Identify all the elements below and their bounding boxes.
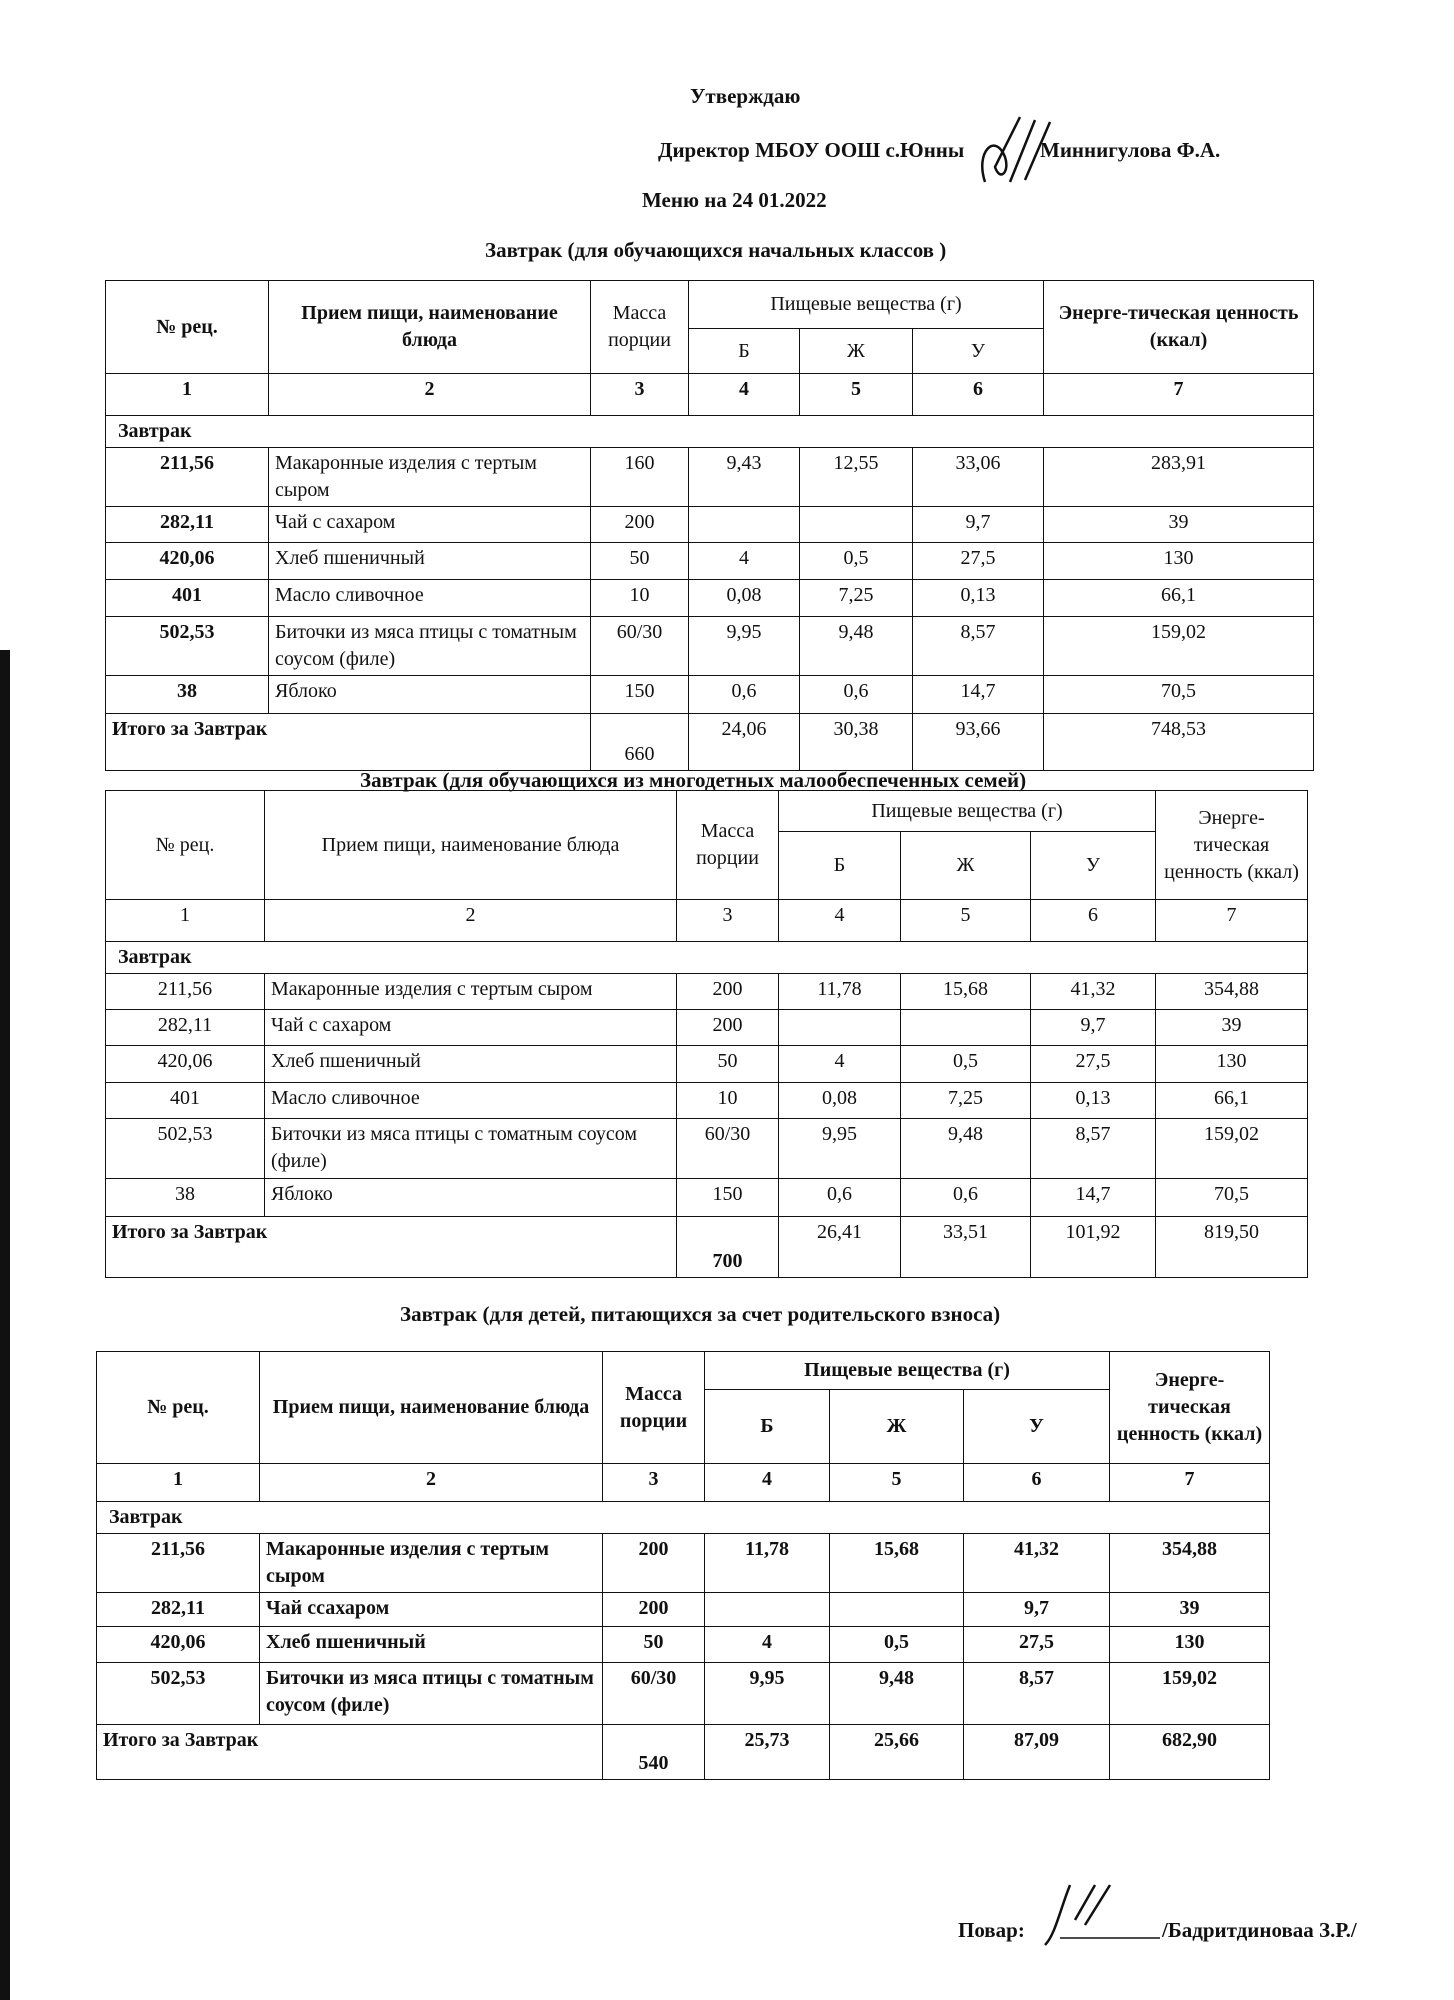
header-nutrients: Пищевые вещества (г): [689, 281, 1044, 329]
carbs: 0,13: [913, 580, 1044, 617]
column-index: 5: [800, 374, 913, 416]
total-label: Итого за Завтрак: [106, 714, 591, 771]
fat: 0,5: [830, 1627, 964, 1663]
carbs: 8,57: [913, 617, 1044, 676]
table-row: [106, 1010, 1308, 1046]
total-fat: 25,66: [830, 1725, 964, 1780]
portion-mass: 160: [591, 448, 689, 507]
rec-number: 211,56: [97, 1534, 260, 1593]
dish-name: Чай с сахаром: [269, 507, 591, 543]
header-rec-number: № рец.: [106, 281, 269, 374]
header-carbs: У: [1031, 832, 1156, 900]
table-row: [106, 448, 1314, 507]
protein: 9,95: [779, 1119, 901, 1179]
carbs: 9,7: [964, 1593, 1110, 1627]
portion-mass: 60/30: [677, 1119, 779, 1179]
portion-mass: 200: [677, 974, 779, 1010]
dish-name: Биточки из мяса птицы с томатным соусом (филе): [265, 1119, 677, 1179]
column-index: 1: [97, 1464, 260, 1502]
rec-number: 502,53: [106, 1119, 265, 1179]
protein: 4: [689, 543, 800, 580]
protein: [689, 507, 800, 543]
fat: 7,25: [800, 580, 913, 617]
carbs: 0,13: [1031, 1083, 1156, 1119]
rec-number: 420,06: [106, 543, 269, 580]
table-row: [106, 1179, 1308, 1217]
dish-name: Макаронные изделия с тертым сыром: [265, 974, 677, 1010]
table-row: [106, 1083, 1308, 1119]
cook-signature: [1040, 1880, 1160, 1950]
menu-table-2: [105, 790, 1308, 1278]
total-protein: 26,41: [779, 1217, 901, 1278]
column-index: 1: [106, 374, 269, 416]
header-dish-name: Прием пищи, наименование блюда: [269, 281, 591, 374]
total-row: [97, 1725, 1270, 1780]
carbs: 8,57: [1031, 1119, 1156, 1179]
portion-mass: 60/30: [591, 617, 689, 676]
rec-number: 38: [106, 1179, 265, 1217]
carbs: 41,32: [1031, 974, 1156, 1010]
rec-number: 502,53: [97, 1663, 260, 1725]
column-index: 3: [603, 1464, 705, 1502]
column-index: 6: [964, 1464, 1110, 1502]
fat: 9,48: [901, 1119, 1031, 1179]
portion-mass: 10: [591, 580, 689, 617]
energy: 66,1: [1156, 1083, 1308, 1119]
dish-name: Масло сливочное: [265, 1083, 677, 1119]
fat: 15,68: [830, 1534, 964, 1593]
dish-name: Хлеб пшеничный: [269, 543, 591, 580]
portion-mass: 50: [677, 1046, 779, 1083]
protein: 0,08: [779, 1083, 901, 1119]
dish-name: Биточки из мяса птицы с томатным соусом (филе): [269, 617, 591, 676]
rec-number: 282,11: [106, 507, 269, 543]
carbs: 8,57: [964, 1663, 1110, 1725]
table-row: [97, 1534, 1270, 1593]
column-index: 5: [830, 1464, 964, 1502]
energy: 70,5: [1044, 676, 1314, 714]
energy: 130: [1110, 1627, 1270, 1663]
header-protein: Б: [689, 329, 800, 374]
header-protein: Б: [705, 1390, 830, 1464]
dish-name: Чай ссахаром: [260, 1593, 603, 1627]
dish-name: Яблоко: [269, 676, 591, 714]
header-dish-name: Прием пищи, наименование блюда: [260, 1352, 603, 1464]
protein: 9,43: [689, 448, 800, 507]
total-fat: 30,38: [800, 714, 913, 771]
rec-number: 211,56: [106, 448, 269, 507]
column-index: 2: [269, 374, 591, 416]
header-nutrients: Пищевые вещества (г): [779, 791, 1156, 832]
total-energy: 819,50: [1156, 1217, 1308, 1278]
header-carbs: У: [964, 1390, 1110, 1464]
header-energy: Энерге-тическая ценность (ккал): [1110, 1352, 1270, 1464]
cook-name: /Бадритдиноваа З.Р./: [1162, 1918, 1357, 1942]
column-index: 6: [1031, 900, 1156, 942]
rec-number: 420,06: [106, 1046, 265, 1083]
dish-name: Чай с сахаром: [265, 1010, 677, 1046]
energy: 39: [1044, 507, 1314, 543]
column-index: 7: [1110, 1464, 1270, 1502]
protein: [779, 1010, 901, 1046]
protein: 11,78: [779, 974, 901, 1010]
header-energy: Энерге-тическая ценность (ккал): [1044, 281, 1314, 374]
carbs: 27,5: [964, 1627, 1110, 1663]
portion-mass: 150: [677, 1179, 779, 1217]
table-row: [97, 1593, 1270, 1627]
fat: [800, 507, 913, 543]
header-carbs: У: [913, 329, 1044, 374]
fat: 0,6: [800, 676, 913, 714]
table-row: [106, 1119, 1308, 1179]
carbs: 14,7: [1031, 1179, 1156, 1217]
total-energy: 682,90: [1110, 1725, 1270, 1780]
fat: 9,48: [830, 1663, 964, 1725]
dish-name: Макаронные изделия с тертым сыром: [269, 448, 591, 507]
fat: 0,5: [901, 1046, 1031, 1083]
rec-number: 38: [106, 676, 269, 714]
table-2-title: Завтрак (для обучающихся из многодетных малообеспеченных семей): [360, 768, 1027, 792]
total-mass: 540: [603, 1725, 705, 1780]
total-carbs: 93,66: [913, 714, 1044, 771]
portion-mass: 10: [677, 1083, 779, 1119]
carbs: 9,7: [913, 507, 1044, 543]
carbs: 41,32: [964, 1534, 1110, 1593]
total-row: [106, 1217, 1308, 1278]
dish-name: Хлеб пшеничный: [260, 1627, 603, 1663]
column-index: 4: [689, 374, 800, 416]
column-index: 1: [106, 900, 265, 942]
header-portion-mass: Масса порции: [603, 1352, 705, 1464]
column-index: 5: [901, 900, 1031, 942]
protein: 4: [779, 1046, 901, 1083]
fat: 15,68: [901, 974, 1031, 1010]
cook-label: Повар:: [958, 1918, 1025, 1942]
total-protein: 24,06: [689, 714, 800, 771]
energy: 159,02: [1156, 1119, 1308, 1179]
header-portion-mass: Масса порции: [591, 281, 689, 374]
column-index: 7: [1044, 374, 1314, 416]
dish-name: Макаронные изделия с тертым сыром: [260, 1534, 603, 1593]
rec-number: 211,56: [106, 974, 265, 1010]
carbs: 9,7: [1031, 1010, 1156, 1046]
portion-mass: 200: [677, 1010, 779, 1046]
column-index: 3: [677, 900, 779, 942]
column-index: 4: [705, 1464, 830, 1502]
column-index: 7: [1156, 900, 1308, 942]
table-row: [106, 580, 1314, 617]
protein: 0,08: [689, 580, 800, 617]
fat: 7,25: [901, 1083, 1031, 1119]
portion-mass: 200: [603, 1593, 705, 1627]
protein: 0,6: [689, 676, 800, 714]
column-index: 2: [265, 900, 677, 942]
energy: 130: [1044, 543, 1314, 580]
protein: 9,95: [705, 1663, 830, 1725]
section-label: Завтрак: [106, 942, 1308, 974]
section-label: Завтрак: [106, 416, 1314, 448]
energy: 354,88: [1110, 1534, 1270, 1593]
menu-table-1: [105, 280, 1314, 771]
fat: 0,5: [800, 543, 913, 580]
column-index: 4: [779, 900, 901, 942]
fat: 12,55: [800, 448, 913, 507]
table-row: [106, 1046, 1308, 1083]
header-protein: Б: [779, 832, 901, 900]
portion-mass: 150: [591, 676, 689, 714]
header-energy: Энерге-тическая ценность (ккал): [1156, 791, 1308, 900]
energy: 159,02: [1044, 617, 1314, 676]
section-label: Завтрак: [97, 1502, 1270, 1534]
rec-number: 282,11: [106, 1010, 265, 1046]
fat: 0,6: [901, 1179, 1031, 1217]
energy: 39: [1110, 1593, 1270, 1627]
column-index: 6: [913, 374, 1044, 416]
table-row: [106, 974, 1308, 1010]
energy: 66,1: [1044, 580, 1314, 617]
fat: [830, 1593, 964, 1627]
dish-name: Масло сливочное: [269, 580, 591, 617]
total-carbs: 87,09: [964, 1725, 1110, 1780]
total-fat: 33,51: [901, 1217, 1031, 1278]
total-row: [106, 714, 1314, 771]
table-3-title: Завтрак (для детей, питающихся за счет родительского взноса): [400, 1302, 1001, 1326]
header-fat: Ж: [901, 832, 1031, 900]
table-row: [106, 543, 1314, 580]
table-row: [97, 1627, 1270, 1663]
table-row: [106, 617, 1314, 676]
total-label: Итого за Завтрак: [97, 1725, 603, 1780]
dish-name: Яблоко: [265, 1179, 677, 1217]
menu-date: Меню на 24 01.2022: [642, 188, 827, 212]
header-nutrients: Пищевые вещества (г): [705, 1352, 1110, 1390]
energy: 283,91: [1044, 448, 1314, 507]
total-mass: 700: [677, 1217, 779, 1278]
rec-number: 401: [106, 1083, 265, 1119]
rec-number: 401: [106, 580, 269, 617]
total-mass: 660: [591, 714, 689, 771]
dish-name: Хлеб пшеничный: [265, 1046, 677, 1083]
carbs: 14,7: [913, 676, 1044, 714]
approve-label: Утверждаю: [690, 84, 801, 108]
fat: 9,48: [800, 617, 913, 676]
table-row: [106, 507, 1314, 543]
rec-number: 420,06: [97, 1627, 260, 1663]
protein: [705, 1593, 830, 1627]
carbs: 27,5: [913, 543, 1044, 580]
total-protein: 25,73: [705, 1725, 830, 1780]
energy: 70,5: [1156, 1179, 1308, 1217]
header-portion-mass: Масса порции: [677, 791, 779, 900]
carbs: 33,06: [913, 448, 1044, 507]
protein: 0,6: [779, 1179, 901, 1217]
header-fat: Ж: [800, 329, 913, 374]
total-carbs: 101,92: [1031, 1217, 1156, 1278]
portion-mass: 200: [603, 1534, 705, 1593]
portion-mass: 60/30: [603, 1663, 705, 1725]
protein: 9,95: [689, 617, 800, 676]
protein: 11,78: [705, 1534, 830, 1593]
energy: 159,02: [1110, 1663, 1270, 1725]
total-energy: 748,53: [1044, 714, 1314, 771]
energy: 39: [1156, 1010, 1308, 1046]
portion-mass: 200: [591, 507, 689, 543]
column-index: 2: [260, 1464, 603, 1502]
energy: 130: [1156, 1046, 1308, 1083]
table-row: [106, 676, 1314, 714]
header-rec-number: № рец.: [106, 791, 265, 900]
portion-mass: 50: [603, 1627, 705, 1663]
total-label: Итого за Завтрак: [106, 1217, 677, 1278]
director-name: Миннигулова Ф.А.: [1040, 138, 1221, 162]
dish-name: Биточки из мяса птицы с томатным соусом (филе): [260, 1663, 603, 1725]
director-label: Директор МБОУ ООШ с.Юнны: [658, 138, 965, 162]
energy: 354,88: [1156, 974, 1308, 1010]
protein: 4: [705, 1627, 830, 1663]
menu-table-3: [96, 1351, 1270, 1780]
portion-mass: 50: [591, 543, 689, 580]
table-1-title: Завтрак (для обучающихся начальных классов ): [485, 238, 947, 262]
fat: [901, 1010, 1031, 1046]
scan-edge: [0, 650, 10, 2000]
header-fat: Ж: [830, 1390, 964, 1464]
table-row: [97, 1663, 1270, 1725]
carbs: 27,5: [1031, 1046, 1156, 1083]
rec-number: 502,53: [106, 617, 269, 676]
header-rec-number: № рец.: [97, 1352, 260, 1464]
header-dish-name: Прием пищи, наименование блюда: [265, 791, 677, 900]
column-index: 3: [591, 374, 689, 416]
rec-number: 282,11: [97, 1593, 260, 1627]
